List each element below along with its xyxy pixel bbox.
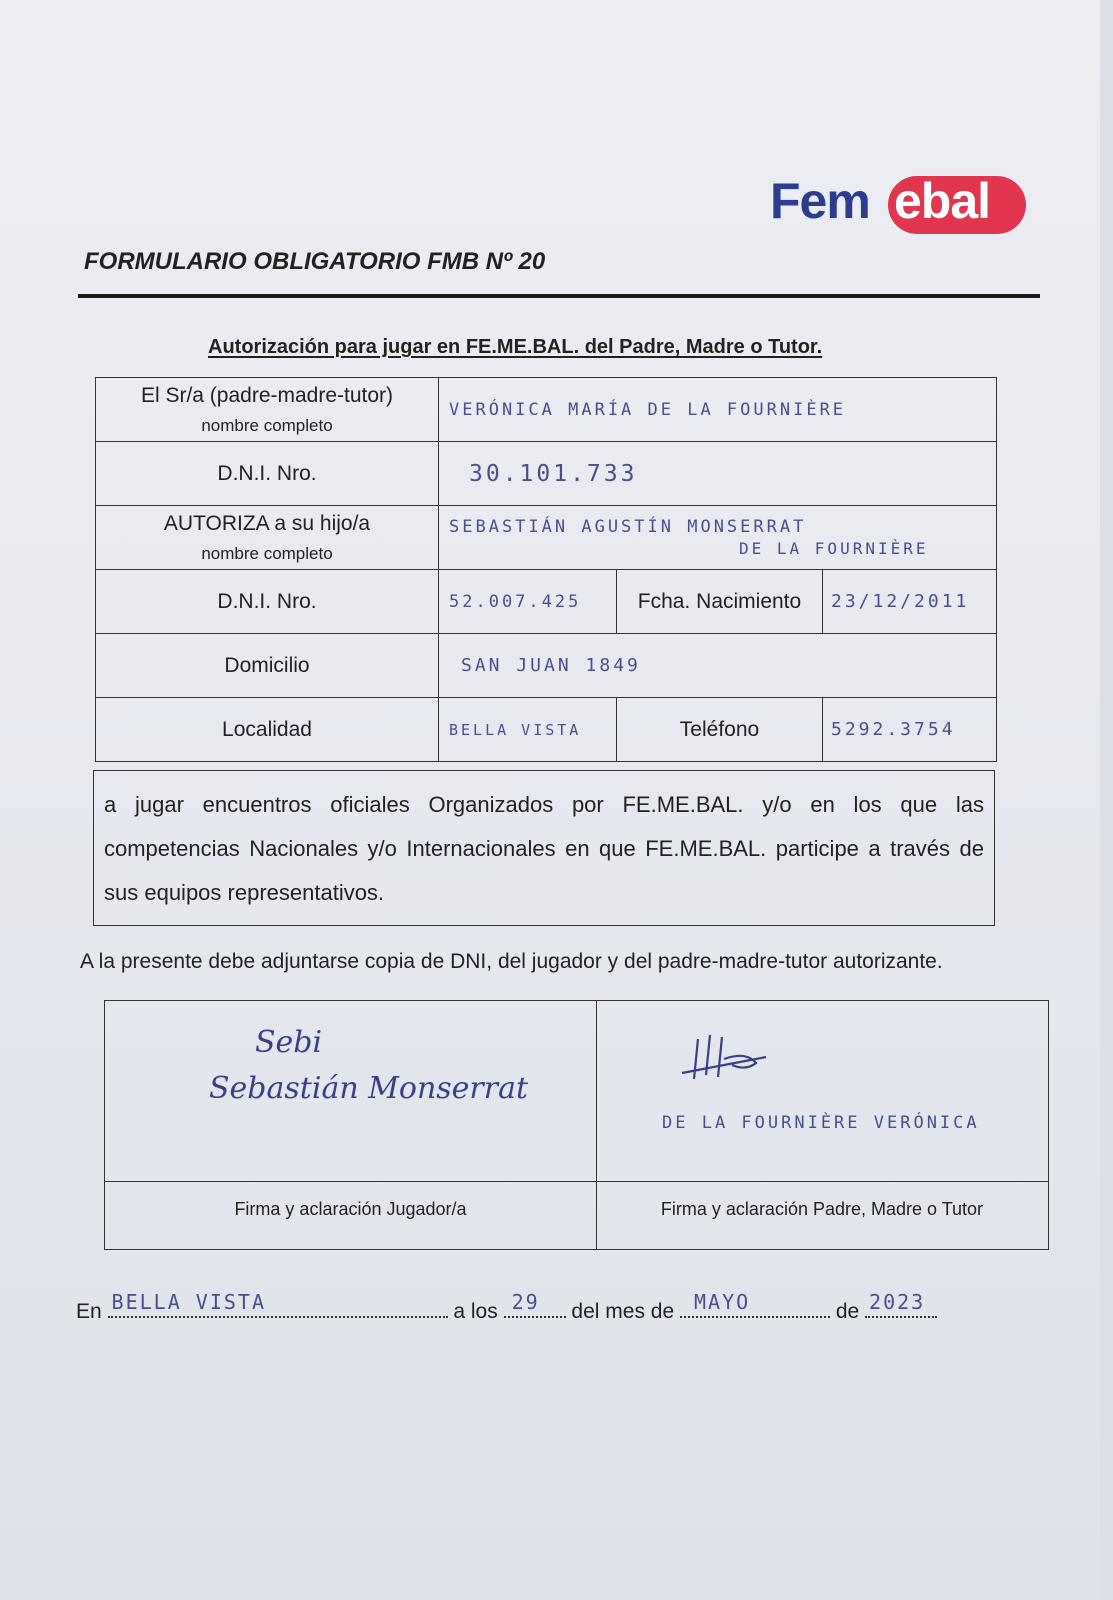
tutor-label-cell (96, 378, 439, 441)
parent-signature-mark (676, 1023, 772, 1087)
player-signature: Sebastián Monserrat (209, 1071, 529, 1106)
phone-label: Teléfono (679, 717, 760, 741)
date-mes-label: del mes de (571, 1300, 675, 1323)
tutor-name-field[interactable] (439, 378, 996, 441)
child-dni-label: D.N.I. Nro. (217, 589, 317, 613)
form-subtitle: Autorización para jugar en FE.ME.BAL. del Padre, Madre o Tutor. (208, 336, 823, 358)
player-signature-caption: Firma y aclaración Jugador/a (234, 1199, 467, 1219)
address-field[interactable] (439, 634, 996, 697)
tutor-dni-value: 30.101.733 (469, 460, 638, 487)
address-value: SAN JUAN 1849 (461, 655, 641, 676)
player-signature-short: Sebi (255, 1025, 323, 1060)
signature-table (104, 1000, 1049, 1250)
tutor-dni-field[interactable] (439, 442, 996, 505)
date-line (76, 1290, 937, 1324)
child-dni-value: 52.007.425 (449, 591, 582, 612)
address-label-cell (96, 634, 439, 697)
form-title: FORMULARIO OBLIGATORIO FMB Nº 20 (84, 248, 546, 275)
table-row (96, 634, 996, 698)
parent-signature-caption: Firma y aclaración Padre, Madre o Tutor (660, 1199, 984, 1219)
child-dni-label-cell (96, 570, 439, 633)
city-field[interactable] (439, 698, 617, 761)
date-a-los-label: a los (453, 1300, 498, 1323)
phone-label-cell (617, 698, 823, 761)
logo-text-right: ebal (894, 173, 991, 229)
table-row (96, 378, 996, 442)
phone-value: 5292.3754 (831, 719, 956, 740)
title-divider (78, 294, 1040, 298)
logo-text-left: Fem (770, 173, 870, 229)
city-label: Localidad (222, 717, 312, 741)
birth-date-field[interactable] (823, 570, 996, 633)
year-field[interactable] (865, 1290, 937, 1318)
child-dni-field[interactable] (439, 570, 617, 633)
table-row (96, 442, 996, 506)
signature-divider (105, 1181, 596, 1182)
authorization-notice: a jugar encuentros oficiales Organizados por FE.ME.BAL. y/o en los que las competencias Nacionales y/o Internacionales en que FE.ME.BAL. participe a través de sus equipos representativos. (93, 770, 995, 926)
parent-signature-cell[interactable] (596, 1001, 1048, 1249)
player-signature-cell[interactable] (105, 1001, 597, 1249)
birth-label: Fcha. Nacimiento (637, 589, 802, 613)
month-value: MAYO (694, 1290, 751, 1314)
femebal-logo (770, 168, 1030, 238)
place-value: BELLA VISTA (111, 1290, 266, 1314)
day-value: 29 (511, 1290, 540, 1314)
day-field[interactable] (504, 1290, 566, 1318)
child-name-line2: DE LA FOURNIÈRE (739, 539, 929, 558)
tutor-dni-label: D.N.I. Nro. (217, 461, 317, 485)
phone-field[interactable] (823, 698, 996, 761)
month-field[interactable] (680, 1290, 830, 1318)
date-en-label: En (76, 1300, 102, 1323)
child-sublabel: nombre completo (201, 543, 333, 563)
birth-date-value: 23/12/2011 (831, 591, 970, 612)
city-value: BELLA VISTA (449, 720, 582, 739)
table-row (96, 698, 996, 761)
tutor-label: El Sr/a (padre-madre-tutor) (140, 383, 394, 407)
signature-divider (596, 1181, 1048, 1182)
authorization-table (95, 377, 997, 762)
date-de-label: de (835, 1300, 860, 1323)
place-field[interactable] (108, 1290, 448, 1318)
child-label-cell (96, 506, 439, 569)
year-value: 2023 (869, 1290, 926, 1314)
child-name-field[interactable] (439, 506, 996, 569)
child-label: AUTORIZA a su hijo/a (163, 511, 371, 535)
table-row (96, 570, 996, 634)
birth-label-cell (617, 570, 823, 633)
parent-clarification: DE LA FOURNIÈRE VERÓNICA (662, 1113, 980, 1133)
table-row (96, 506, 996, 570)
tutor-dni-label-cell (96, 442, 439, 505)
child-name-line1: SEBASTIÁN AGUSTÍN MONSERRAT (449, 517, 807, 537)
city-label-cell (96, 698, 439, 761)
tutor-sublabel: nombre completo (201, 415, 333, 435)
attachment-note: A la presente debe adjuntarse copia de DNI, del jugador y del padre-madre-tutor autorizante. (80, 950, 943, 973)
tutor-name-value: VERÓNICA MARÍA DE LA FOURNIÈRE (449, 399, 847, 420)
address-label: Domicilio (224, 653, 310, 677)
